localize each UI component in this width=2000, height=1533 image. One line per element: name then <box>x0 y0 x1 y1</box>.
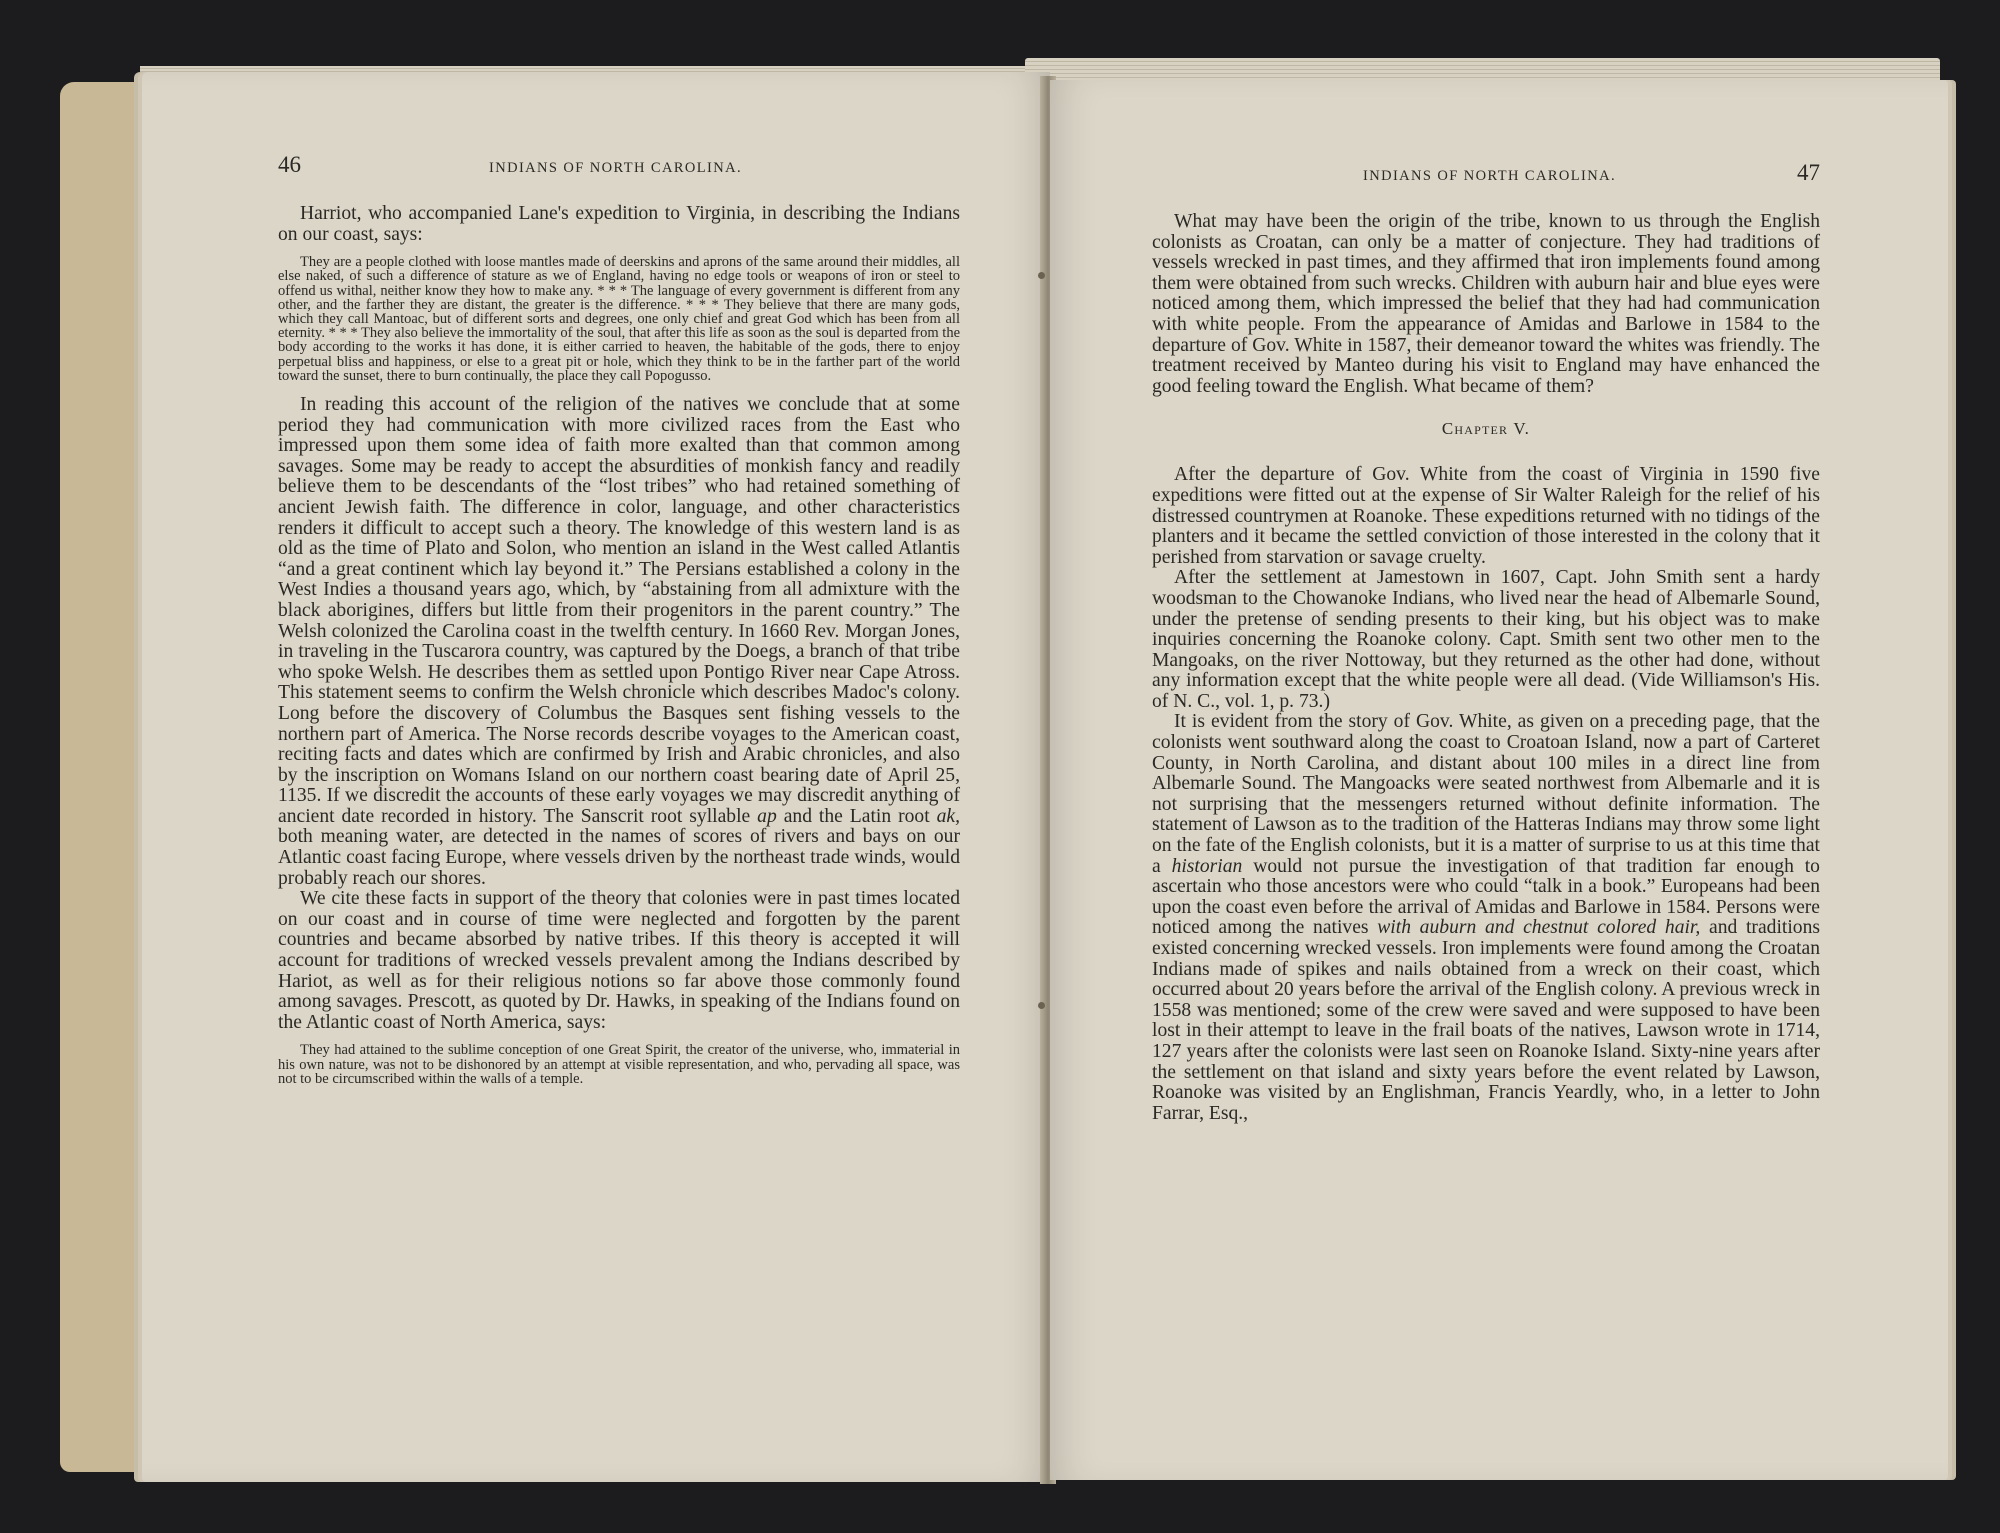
left-paragraph-3: We cite these facts in support of the theory that colonies were in past times located on our coast and in course of time were neglected and forgotten by the parent countries and became absorbed by native tribes. If this theory is accepted it will account for traditions of wrecked vessels prevalent among the Indians described by Hariot, as well as for their religious notions so far above those commonly found among savages. Prescott, as quoted by Dr. Hawks, in speaking of the Indians found on the Atlantic coast of North America, says: <box>278 888 960 1033</box>
left-paragraph-2-part-3: both meaning water, are detected in the names of scores of rivers and bays on our Atlantic coast facing Europe, where vessels driven by the northeast trade winds, would probably reach our shores. <box>278 826 960 889</box>
right-paragraph-4-part-2: would not pursue the investigation of that tradition far enough to ascertain who those ancestors were who could “talk in a book.” Europeans had been upon the coast even before the arrival of Amidas and Barlowe in 1584. Persons were noticed among the natives <box>1152 855 1820 939</box>
right-paragraph-1: What may have been the origin of the tribe, known to us through the English colonists as Croatan, can only be a matter of conjecture. They had traditions of vessels wrecked in past times, and they affirmed that iron implements found among them were obtained from such wrecks. Children with auburn hair and blue eyes were noticed among them, which impressed the belief that they had had communication with white people. From the appearance of Amidas and Barlowe in 1584 to the departure of Gov. White in 1587, their demeanor toward the whites was friendly. The treatment received by Manteo during his visit to England may have enhanced the good feeling toward the English. What became of them? <box>1152 211 1820 397</box>
left-paragraph-1: Harriot, who accompanied Lane's expedition to Virginia, in describing the Indians on our coast, says: <box>278 203 960 245</box>
phrase-auburn-hair: with auburn and chestnut colored hair, <box>1377 917 1701 939</box>
word-ap: ap <box>757 805 777 827</box>
left-paragraph-2-part-1: In reading this account of the religion of the natives we conclude that at some period they had communication with more civilized races from the East who impressed upon them some idea of faith more exalted than that common among savages. Some may be ready to accept the absurdities of monkish fancy and readily believe them to be descendants of the “lost tribes” who had retained something of ancient Jewish faith. The difference in color, language, and other characteristics renders it difficult to accept such a theory. The knowledge of this western land is as old as the time of Plato and Solon, who mention an island in the West called Atlantis “and a great continent which lay beyond it.” The Persians established a colony in the West Indies a thousand years ago, which, by “abstaining from all admixture with the black aborigines, differs but little from their progenitors in the parent country.” The Welsh colonized the Carolina coast in the twelfth century. In 1660 Rev. Morgan Jones, in traveling in the Tuscarora country, was captured by the Doegs, a branch of that tribe who spoke Welsh. He describes them as settled upon Pontigo River near Cape Atross. This statement seems to confirm the Welsh chronicle which describes Madoc's colony. Long before the discovery of Columbus the Basques sent fishing vessels to the northern part of America. The Norse records describe voyages to the American coast, reciting facts and dates which are confirmed by Irish and Arabic chronicles, and also by the inscription on Womans Island on our northern coast bearing date of April 25, 1135. If we discredit the accounts of these early voyages we may discredit anything of ancient date recorded in history. The Sanscrit root syllable <box>278 394 960 827</box>
word-ak: ak, <box>936 805 960 827</box>
right-running-head <box>1152 160 1820 186</box>
chapter-heading: Chapter V. <box>1441 419 1531 439</box>
left-block-quote-1: They are a people clothed with loose mantles made of deerskins and aprons of the same around their middles, all else naked, of such a difference of stature as we of England, having no edge tools or weapons of iron or steel to offend us withal, neither know they how to make any. * * * The language of every government is different from any other, and the farther they are distant, the greater is the difference. * * * They believe that there are many gods, which they call Mantoac, but of different sorts and degrees, one only chief and great God which has been from all eternity. * * * They also believe the immortality of the soul, that after this life as soon as the soul is departed from the body according to the works it has done, it is either carried to heaven, the habitable of the gods, there to enjoy perpetual bliss and happiness, or else to a great pit or hole, which they think to be in the farther part of the world toward the sunset, there to burn continually, the place they call Popogusso. <box>278 254 960 384</box>
left-page <box>142 72 1050 1482</box>
word-historian: historian <box>1171 855 1243 877</box>
left-block-quote-2: They had attained to the sublime conception of one Great Spirit, the creator of the universe, who, immaterial in his own nature, was not to be dishonored by an attempt at visible representation, and who, pervading all space, was not to be circumscribed within the walls of a temple. <box>278 1042 960 1087</box>
right-paragraph-4-part-3: and traditions existed concerning wrecked vessels. Iron implements were found among the Croatan Indians made of spikes and nails obtained from a wreck on their coast, which occurred about 20 years before the arrival of the English colony. A previous wreck in 1558 was mentioned; some of the crew were saved and were supposed to have been lost in their attempt to leave in the frail boats of the natives, Lawson wrote in 1714, 127 years after the colonists were last seen on Roanoke Island. Sixty-nine years after the settlement on that island and sixty years before the event related by Lawson, Roanoke was visited by an Englishman, Francis Yeardly, who, in a letter to John Farrar, Esq., <box>1152 917 1820 1124</box>
right-paragraph-4 <box>1152 712 1820 1124</box>
right-page-number: 47 <box>1797 160 1820 185</box>
right-paragraph-2: After the departure of Gov. White from the coast of Virginia in 1590 five expeditions were fitted out at the expense of Sir Walter Raleigh for the relief of his distressed countrymen at Roanoke. These expeditions returned with no tidings of the planters and it became the settled conviction of those interested in the colony that it perished from starvation or savage cruelty. <box>1152 464 1820 568</box>
right-page-edges <box>1025 58 1940 80</box>
right-paragraph-3: After the settlement at Jamestown in 1607, Capt. John Smith sent a hardy woodsman to the Chowanoke Indians, who lived near the head of Albemarle Sound, under the pretense of sending presents to their king, but his object was to make inquiries concerning the Roanoke colony. Capt. Smith sent two other men to the Mangoaks, on the river Nottoway, but they returned as the other had done, without any information except that the white people were all dead. (Vide Williamson's His. of N. C., vol. 1, p. 73.) <box>1152 567 1820 712</box>
left-paragraph-2-part-2: and the Latin root <box>783 805 930 827</box>
left-page-number: 46 <box>278 152 301 177</box>
right-running-head-title: INDIANS OF NORTH CAROLINA. <box>1362 168 1617 184</box>
right-page <box>1050 80 1948 1480</box>
binding-stitch <box>1038 1002 1045 1009</box>
left-paragraph-2 <box>278 395 960 889</box>
left-running-head-title: INDIANS OF NORTH CAROLINA. <box>488 160 743 176</box>
left-running-head <box>278 152 960 178</box>
right-paragraph-4-part-1: It is evident from the story of Gov. White, as given on a preceding page, that the colonists went southward along the coast to Croatoan Island, now a part of Carteret County, in North Carolina, and distant about 100 miles in a direct line from Albemarle Sound. The Mangoacks were seated northwest from Albemarle and it is not surprising that the messengers returned without definite information. The statement of Lawson as to the tradition of the Hatteras Indians may throw some light on the fate of the English colonists, but it is a matter of surprise to us at this time that a <box>1152 711 1820 877</box>
binding-stitch <box>1038 272 1045 279</box>
